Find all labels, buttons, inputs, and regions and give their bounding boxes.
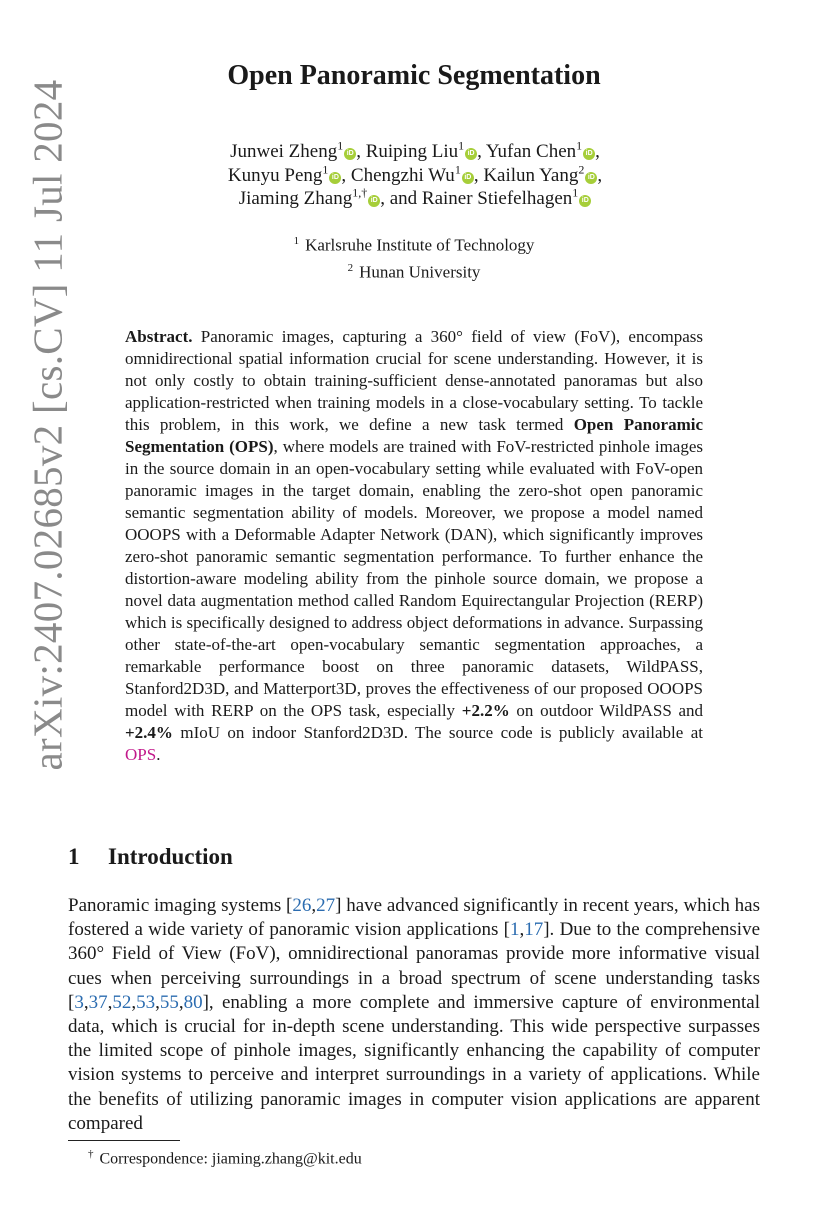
footnote [88, 1148, 362, 1168]
citation-link[interactable]: 17 [524, 919, 544, 941]
arxiv-identifier: arXiv:2407.02685v2 [cs.CV] 11 Jul 2024 [24, 79, 71, 771]
author-list [160, 140, 670, 211]
orcid-icon[interactable]: iD [329, 172, 341, 184]
footnote-text: Correspondence: jiaming.zhang@kit.edu [99, 1150, 362, 1168]
author: Junwei Zheng$^1$iD , [230, 138, 366, 162]
citation-link[interactable]: 53 [136, 991, 156, 1013]
abstract-label: Abstract. [125, 327, 193, 346]
abstract: Abstract. Panoramic images, capturing a 360° field of view (FoV), encompass omnidirectional spatial information crucial for scene understanding. However, it is not only costly to obtain training-sufficient dense-annotated panoramas but also application-restricted when training models in a close-vocabulary setting. To tackle this problem, in this work, we define a new task termed Open Panoramic Segmentation (OPS), where models are trained with FoV-restricted pinhole images in the source domain in an open-vocabulary setting while evaluated with FoV-open panoramic images in the target domain, enabling the zero-shot open panoramic semantic segmentation ability of models. Moreover, we propose a model named OOOPS with a Deformable Adapter Network (DAN), which significantly improves zero-shot panoramic semantic segmentation performance. To further enhance the distortion-aware modeling ability from the pinhole source domain, we propose a novel data augmentation method called Random Equirectangular Projection (RERP) which is specifically designed to address object deformations in advance. Surpassing other state-of-the-art open-vocabulary semantic segmentation approaches, a remarkable performance boost on three panoramic datasets, WildPASS, Stanford2D3D, and Matterport3D, proves the effectiveness of our proposed OOOPS model with RERP on the OPS task, especially +2.2% on outdoor WildPASS and +2.4% mIoU on indoor Stanford2D3D. The source code is publicly available at OPS. [125, 327, 704, 764]
code-link[interactable]: OPS [125, 745, 157, 764]
author: Chengzhi Wu$^1$iD , [350, 162, 484, 186]
orcid-icon[interactable]: iD [579, 195, 591, 207]
citation-link[interactable]: 80 [183, 991, 203, 1013]
author: Jiaming Zhang$^{1,\dagger}$iD , and [238, 185, 422, 209]
orcid-icon[interactable]: iD [368, 195, 380, 207]
citation-link[interactable]: 52 [112, 991, 132, 1013]
citation-link[interactable]: 27 [316, 895, 336, 916]
author: Ruiping Liu$^1$iD , [365, 138, 486, 162]
orcid-icon[interactable]: iD [462, 172, 474, 184]
citation-link[interactable]: 26 [292, 895, 312, 916]
affiliations [0, 230, 828, 284]
task-name: Open Panoramic Segmentation (OPS) [125, 415, 704, 456]
affiliation: $^1$ Karlsruhe Institute of Technology [293, 235, 535, 255]
section-heading [68, 844, 233, 870]
section-title: Introduction [108, 844, 233, 869]
orcid-icon[interactable]: iD [583, 148, 595, 160]
affiliation: $^2$ Hunan University [347, 262, 481, 282]
orcid-icon[interactable]: iD [465, 148, 477, 160]
citation-link[interactable]: 37 [88, 991, 108, 1013]
author: Rainer Stiefelhagen$^1$iD [422, 188, 591, 209]
footnote-mark: † [88, 1148, 94, 1160]
author: Kailun Yang$^2$iD , [483, 162, 603, 186]
citation-link[interactable]: 55 [159, 991, 179, 1013]
footnote-rule [68, 1140, 180, 1141]
citation-link[interactable]: 3 [74, 991, 84, 1013]
author: Kunyu Peng$^1$iD , [227, 162, 351, 186]
section-number: 1 [68, 844, 80, 869]
citation-link[interactable]: 1 [509, 919, 520, 941]
paper-title: Open Panoramic Segmentation [227, 60, 601, 91]
author: Yufan Chen$^1$iD , [485, 138, 600, 162]
orcid-icon[interactable]: iD [585, 172, 597, 184]
orcid-icon[interactable]: iD [344, 148, 356, 160]
arxiv-side-stamp [22, 80, 72, 770]
intro-paragraph: Panoramic imaging systems [26,27] have advanced significantly in recent years, which has fostered a wide variety of panoramic vision applications [1,17]. Due to the comprehensive 360° Field of View (FoV), omnidirectional panoramas provide more informative visual cues when perceiving surroundings in a broad spectrum of scene understanding tasks [3,37,52,53,55,80], enabling a more complete and immersive capture of environmental data, which is crucial for in-depth scene understanding. This wide perspective surpasses the limited scope of pinhole images, significantly enhancing the capability of computer vision systems to perceive and interpret surroundings in a variety of applications. While the benefits of utilizing panoramic images in computer vision applications are apparent compared [68, 895, 760, 1134]
